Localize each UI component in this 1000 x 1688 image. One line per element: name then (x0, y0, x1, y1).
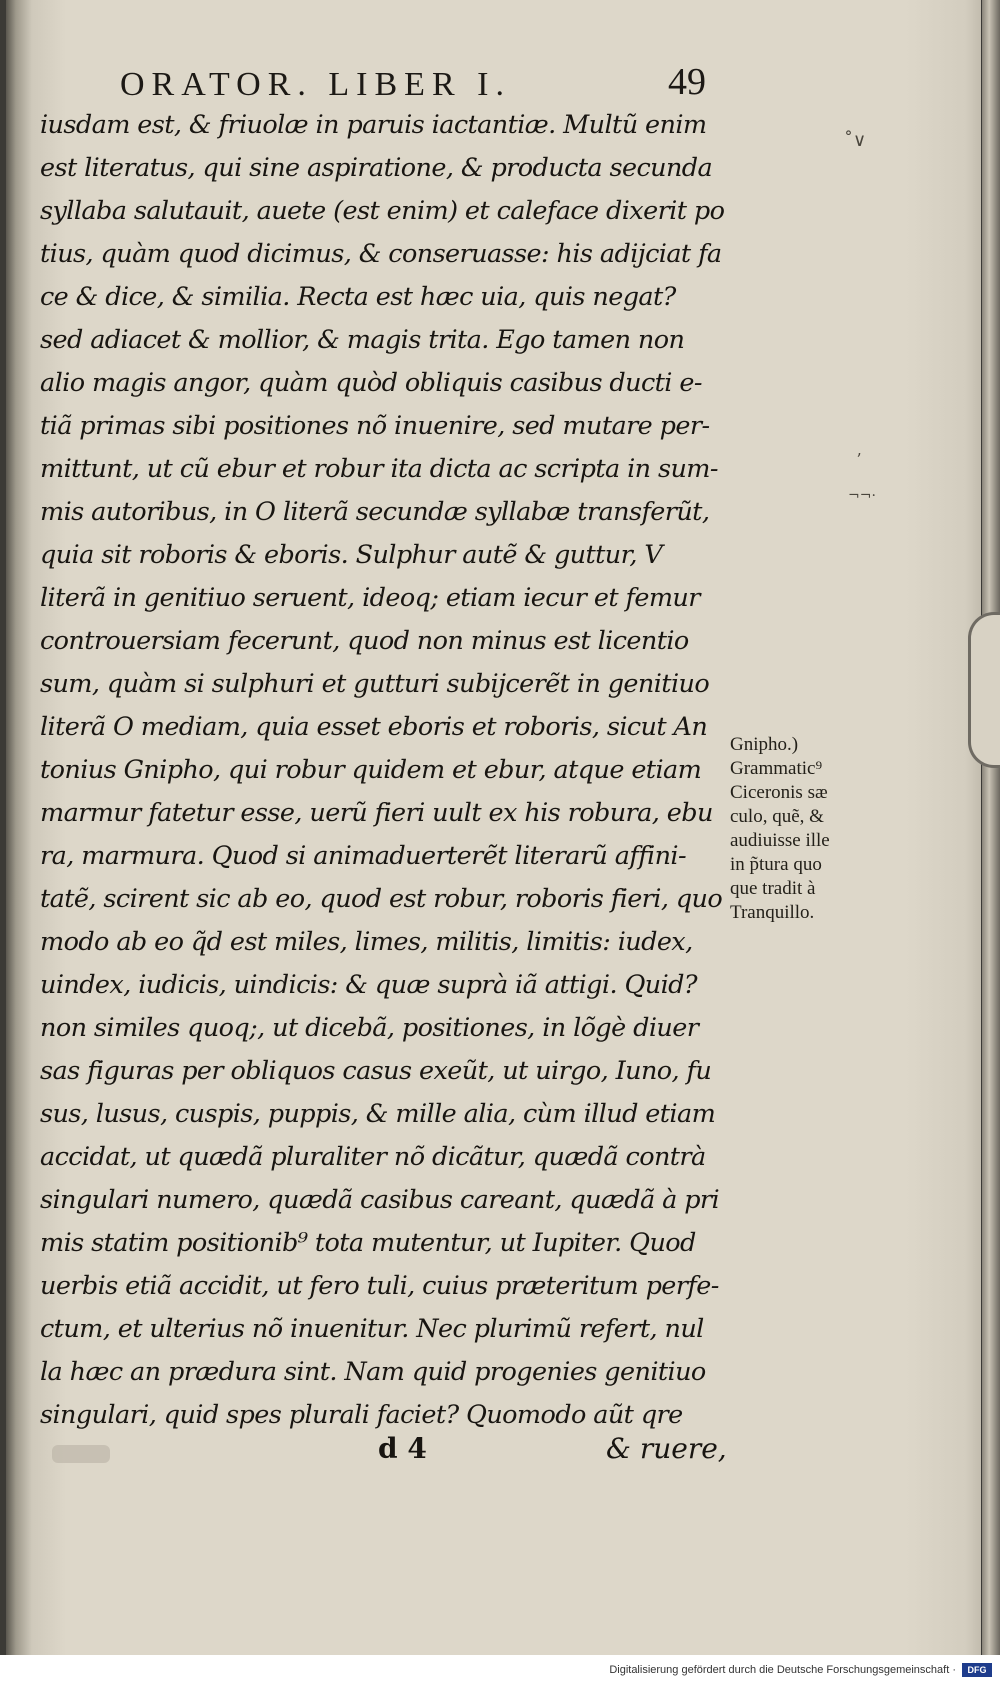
text-line: tiã primas sibi positiones nõ inuenire, sed mutare per- (40, 411, 710, 441)
margin-line: Ciceronis sæ (730, 782, 828, 803)
catchword: & ruere, (606, 1432, 727, 1465)
text-line: sed adiacet & mollior, & magis trita. Ego tamen non (40, 325, 685, 355)
margin-line: audiuisse ille (730, 830, 830, 851)
marginal-note (730, 733, 890, 925)
margin-line: in p̃tura quo (730, 854, 822, 875)
text-line: iusdam est, & friuolæ in paruis iactantiæ. Multũ enim (40, 110, 707, 140)
book-clasp-tab (968, 612, 1000, 768)
page-edge (982, 0, 1000, 1655)
text-line: ce & dice, & similia. Recta est hæc uia, quis negat? (40, 282, 676, 312)
margin-line: Grammatic⁹ (730, 758, 823, 779)
text-line: quia sit roboris & eboris. Sulphur autẽ & guttur, V (40, 540, 663, 570)
text-line: accidat, ut quædã pluraliter nõ dicãtur, quædã contrà (40, 1142, 706, 1172)
text-line: ctum, et ulterius nõ inuenitur. Nec plurimũ refert, nul (40, 1314, 704, 1344)
dfg-logo-icon: DFG (962, 1663, 992, 1677)
text-line: sas figuras per obliquos casus exeũt, ut uirgo, Iuno, fu (40, 1056, 712, 1086)
text-line: uerbis etiã accidit, ut fero tuli, cuius præteritum perfe- (40, 1271, 719, 1301)
margin-line: Tranquillo. (730, 902, 815, 923)
signature-line (40, 1432, 730, 1482)
text-line: mittunt, ut cũ ebur et robur ita dicta ac scripta in sum- (40, 454, 718, 484)
text-line: mis statim positionib⁹ tota mutentur, ut Iupiter. Quod (40, 1228, 696, 1258)
text-line: alio magis angor, quàm quòd obliquis casibus ducti e- (40, 368, 702, 398)
text-line: tonius Gnipho, qui robur quidem et ebur, atque etiam (40, 755, 702, 785)
ink-mark: ʼ (856, 450, 862, 469)
text-line: sus, lusus, cuspis, puppis, & mille alia, cùm illud etiam (40, 1099, 716, 1129)
text-line: non similes quoq;, ut dicebã, positiones, in lõgè diuer (40, 1013, 699, 1043)
running-head: ORATOR. LIBER I. (120, 66, 511, 103)
main-text (40, 104, 730, 1437)
margin-line: Gnipho.) (730, 734, 799, 755)
ink-mark: ˚∨ (844, 130, 867, 151)
text-line: sum, quàm si sulphuri et gutturi subijcerẽt in genitiuo (40, 669, 710, 699)
text-line: singulari numero, quædã casibus careant, quædã à pri (40, 1185, 720, 1215)
text-line: la hæc an prædura sint. Nam quid progenies genitiuo (40, 1357, 706, 1387)
text-line: ra, marmura. Quod si animaduerterẽt literarũ affini- (40, 841, 686, 871)
text-line: controuersiam fecerunt, quod non minus est licentio (40, 626, 689, 656)
text-line: marmur fatetur esse, uerũ fieri uult ex his robura, ebu (40, 798, 713, 828)
margin-line: que tradit à (730, 878, 816, 899)
text-line: singulari, quid spes plurali faciet? Quomodo aũt qre (40, 1400, 683, 1430)
text-line: modo ab eo q̃d est miles, limes, militis, limitis: iudex, (40, 927, 693, 957)
text-line: literã O mediam, quia esset eboris et roboris, sicut An (40, 712, 708, 742)
text-line: uindex, iudicis, uindicis: & quæ suprà iã attigi. Quid? (40, 970, 697, 1000)
page-number: 49 (668, 61, 706, 103)
funding-credit: Digitalisierung gefördert durch die Deutsche Forschungsgemeinschaft · (609, 1664, 956, 1676)
margin-line: culo, quẽ, & (730, 806, 824, 827)
viewer-footer (0, 1655, 1000, 1688)
text-line: est literatus, qui sine aspiratione, & producta secunda (40, 153, 713, 183)
text-line: literã in genitiuo seruent, ideoq; etiam iecur et femur (40, 583, 700, 613)
text-line: syllaba salutauit, auete (est enim) et calefacе dixerit po (40, 196, 725, 226)
signature-mark: d 4 (378, 1432, 427, 1465)
text-line: mis autoribus, in O literã secundæ syllabæ transferũt, (40, 497, 710, 527)
text-line: tius, quàm quod dicimus, & conseruasse: his adijciat fa (40, 239, 722, 269)
text-line: tatẽ, scirent sic ab eo, quod est robur, roboris fieri, quo (40, 884, 723, 914)
ink-mark: ¬¬· (848, 488, 876, 504)
